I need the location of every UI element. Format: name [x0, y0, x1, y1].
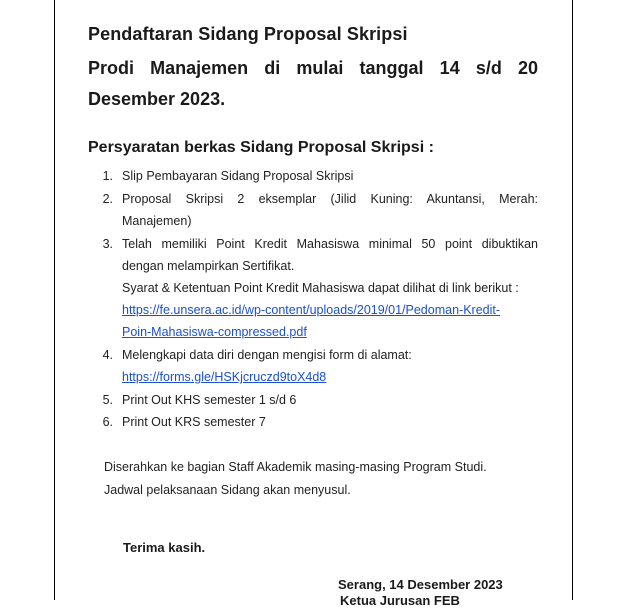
pedoman-pdf-link[interactable]: https://fe.unsera.ac.id/wp-content/uploads/2019/01/Pedoman-Kredit-	[122, 303, 501, 317]
google-form-link[interactable]: https://forms.gle/HSKjcruczd9toX4d8	[122, 370, 327, 384]
note-line1: Diserahkan ke bagian Staff Akademik masing-masing Program Studi.	[104, 460, 487, 474]
note-line2: Jadwal pelaksanaan Sidang akan menyusul.	[104, 483, 351, 497]
closing-text: Terima kasih.	[123, 540, 206, 555]
list-number: 6.	[102, 415, 113, 429]
list-number: 2.	[102, 192, 113, 206]
page-border-left	[54, 0, 55, 600]
list-number: 5.	[102, 393, 113, 407]
list-number: 3.	[102, 237, 113, 251]
list-number: 4.	[102, 348, 113, 362]
list-item: Slip Pembayaran Sidang Proposal Skripsi	[122, 169, 354, 183]
signature-title-cut: Ketua Jurusan FEB	[340, 593, 460, 608]
doc-title-line2: Prodi Manajemen di mulai tanggal 14 s/d 20	[88, 58, 538, 78]
list-item: Print Out KRS semester 7	[122, 415, 266, 429]
doc-title-line1: Pendaftaran Sidang Proposal Skripsi	[88, 24, 408, 44]
place-date: Serang, 14 Desember 2023	[338, 577, 503, 592]
list-item-cont: Syarat & Ketentuan Point Kredit Mahasiswa dapat dilihat di link berikut :	[122, 281, 519, 295]
list-item-cont: dengan melampirkan Sertifikat.	[122, 259, 295, 273]
pedoman-pdf-link-cont[interactable]: Poin-Mahasiswa-compressed.pdf	[122, 325, 307, 339]
list-item: Telah memiliki Point Kredit Mahasiswa minimal 50 point dibuktikan	[122, 237, 538, 251]
list-item: Print Out KHS semester 1 s/d 6	[122, 393, 297, 407]
list-item-cont: Manajemen)	[122, 214, 192, 228]
page-border-right	[572, 0, 573, 600]
doc-title-line3: Desember 2023.	[88, 89, 226, 109]
list-number: 1.	[102, 169, 113, 183]
list-item: Proposal Skripsi 2 eksemplar (Jilid Kuning: Akuntansi, Merah:	[122, 192, 538, 206]
requirements-heading: Persyaratan berkas Sidang Proposal Skripsi :	[88, 139, 434, 156]
list-item: Melengkapi data diri dengan mengisi form di alamat:	[122, 348, 412, 362]
